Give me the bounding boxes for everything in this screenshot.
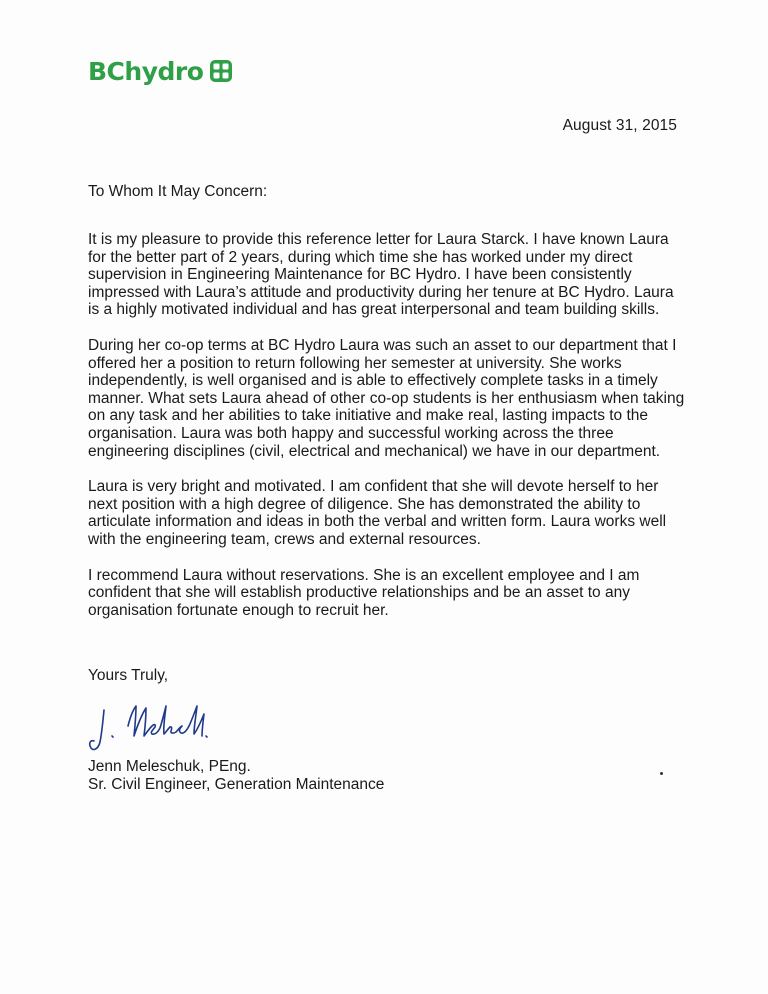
handwritten-signature — [86, 696, 266, 758]
body-paragraph: Laura is very bright and motivated. I am confident that she will devote herself to her next position with a high degree of diligence. She has demonstrated the ability to articulate information and ideas in both the verbal and written form. Laura works well with the engineering team, crews and external resources. — [88, 478, 667, 548]
bchydro-logo — [88, 56, 232, 86]
logo-text: BChydro — [88, 56, 204, 86]
signer-title: Sr. Civil Engineer, Generation Maintenance — [88, 775, 385, 793]
signer-name: Jenn Meleschuk, PEng. — [88, 758, 251, 775]
body-paragraph: I recommend Laura without reservations. She is an excellent employee and I am confident that she will establish productive relationships and be an asset to any organisation fortunate enough to recruit her. — [88, 566, 640, 619]
scan-speck — [660, 772, 663, 775]
salutation: To Whom It May Concern: — [88, 183, 268, 200]
body-paragraph: It is my pleasure to provide this reference letter for Laura Starck. I have known Laura for the better part of 2 years, during which time she has worked under my direct supervision in Engineering Maintenance for BC Hydro. I have been consistently impressed with Laura’s attitude and productivity during her tenure at BC Hydro. Laura is a highly motivated individual and has great interpersonal and team building skills. — [88, 231, 674, 319]
body-paragraph: During her co-op terms at BC Hydro Laura was such an asset to our department that I offered her a position to return following her semester at university. She works independently, is well organised and is able to effectively complete tasks in a timely manner. What sets Laura ahead of other co-op students is her enthusiasm when taking on any task and her abilities to take initiative and make real, lasting impacts to the organisation. Laura was both happy and successful working across the three engineering disciplines (civil, electrical and mechanical) we have in our department. — [88, 336, 685, 460]
bchydro-mark-icon — [210, 60, 232, 82]
closing: Yours Truly, — [88, 667, 169, 684]
signer-block — [88, 758, 384, 793]
letter-body — [88, 231, 688, 637]
letter-date: August 31, 2015 — [562, 117, 677, 134]
